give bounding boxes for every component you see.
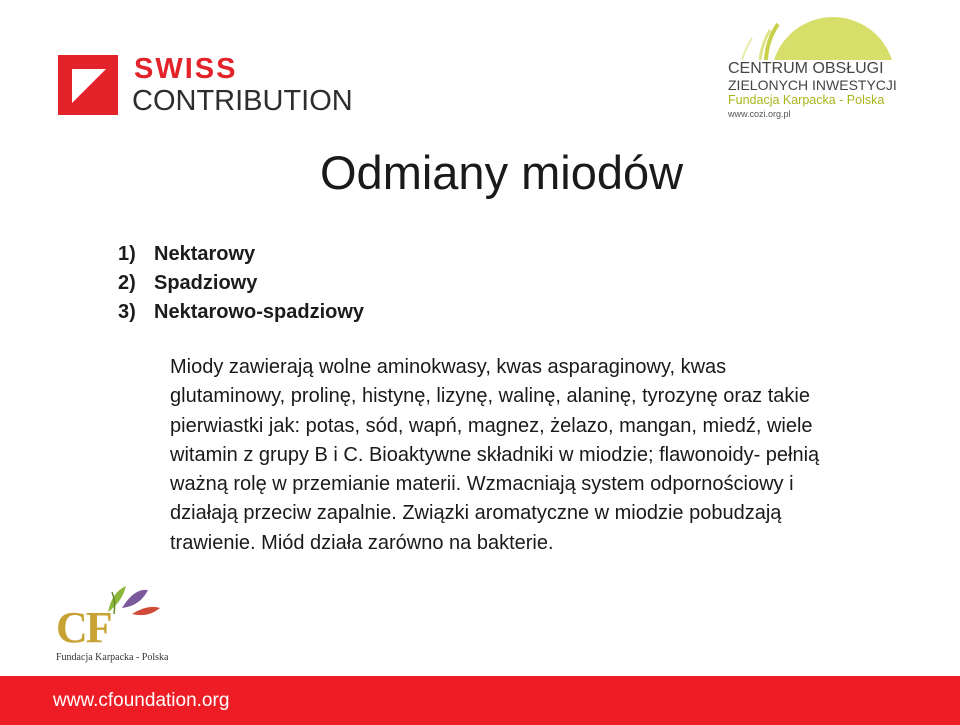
cf-logo-letters: CF: [56, 603, 111, 652]
cf-logo-caption: Fundacja Karpacka - Polska: [56, 652, 169, 663]
sun-arc-icon: [722, 2, 902, 62]
list-item-label: Spadziowy: [154, 272, 258, 294]
list-item-label: Nektarowo-spadziowy: [154, 301, 365, 323]
cozi-logo-line1: CENTRUM OBSŁUGI: [728, 60, 884, 77]
list-item: [118, 298, 364, 327]
footer-bar: [0, 676, 960, 725]
swiss-logo-line1: SWISS: [134, 53, 238, 85]
swiss-contribution-logo: [58, 55, 358, 119]
cozi-logo-line2: ZIELONYCH INWESTYCJI: [728, 77, 897, 93]
swiss-flag-icon: [58, 55, 118, 115]
list-item: [118, 240, 364, 269]
slide-title: Odmiany miodów: [320, 146, 684, 199]
cozi-logo: [722, 2, 902, 127]
body-paragraph: Miody zawierają wolne aminokwasy, kwas asparaginowy, kwas glutaminowy, prolinę, histynę, lizynę, walinę, alaninę, tyrozynę oraz takie pierwiastki jak: potas, sód, wapń, magnez, żelazo, mangan, miedź, wiele witamin z grupy B i C. Bioaktywne składniki w miodzie; flawonoidy- pełnią ważną rolę w przemianie materii. Wzmacniają system odpornościowy i działają przeciw zapalnie. Związki aromatyczne w miodzie pobudzają trawienie. Miód działa zarówno na bakterie.: [170, 356, 820, 554]
list-item-number: 2): [118, 272, 136, 294]
list-item-number: 1): [118, 243, 136, 265]
list-item: [118, 269, 364, 298]
cf-foundation-logo: [52, 578, 172, 668]
honey-types-list: [118, 240, 364, 327]
cozi-logo-line3: Fundacja Karpacka - Polska: [728, 93, 885, 107]
swiss-logo-line2: CONTRIBUTION: [132, 85, 353, 117]
footer-url-link[interactable]: www.cfoundation.org: [53, 690, 230, 711]
list-item-label: Nektarowy: [154, 243, 256, 265]
cozi-logo-url: www.cozi.org.pl: [728, 109, 791, 119]
list-item-number: 3): [118, 301, 136, 323]
